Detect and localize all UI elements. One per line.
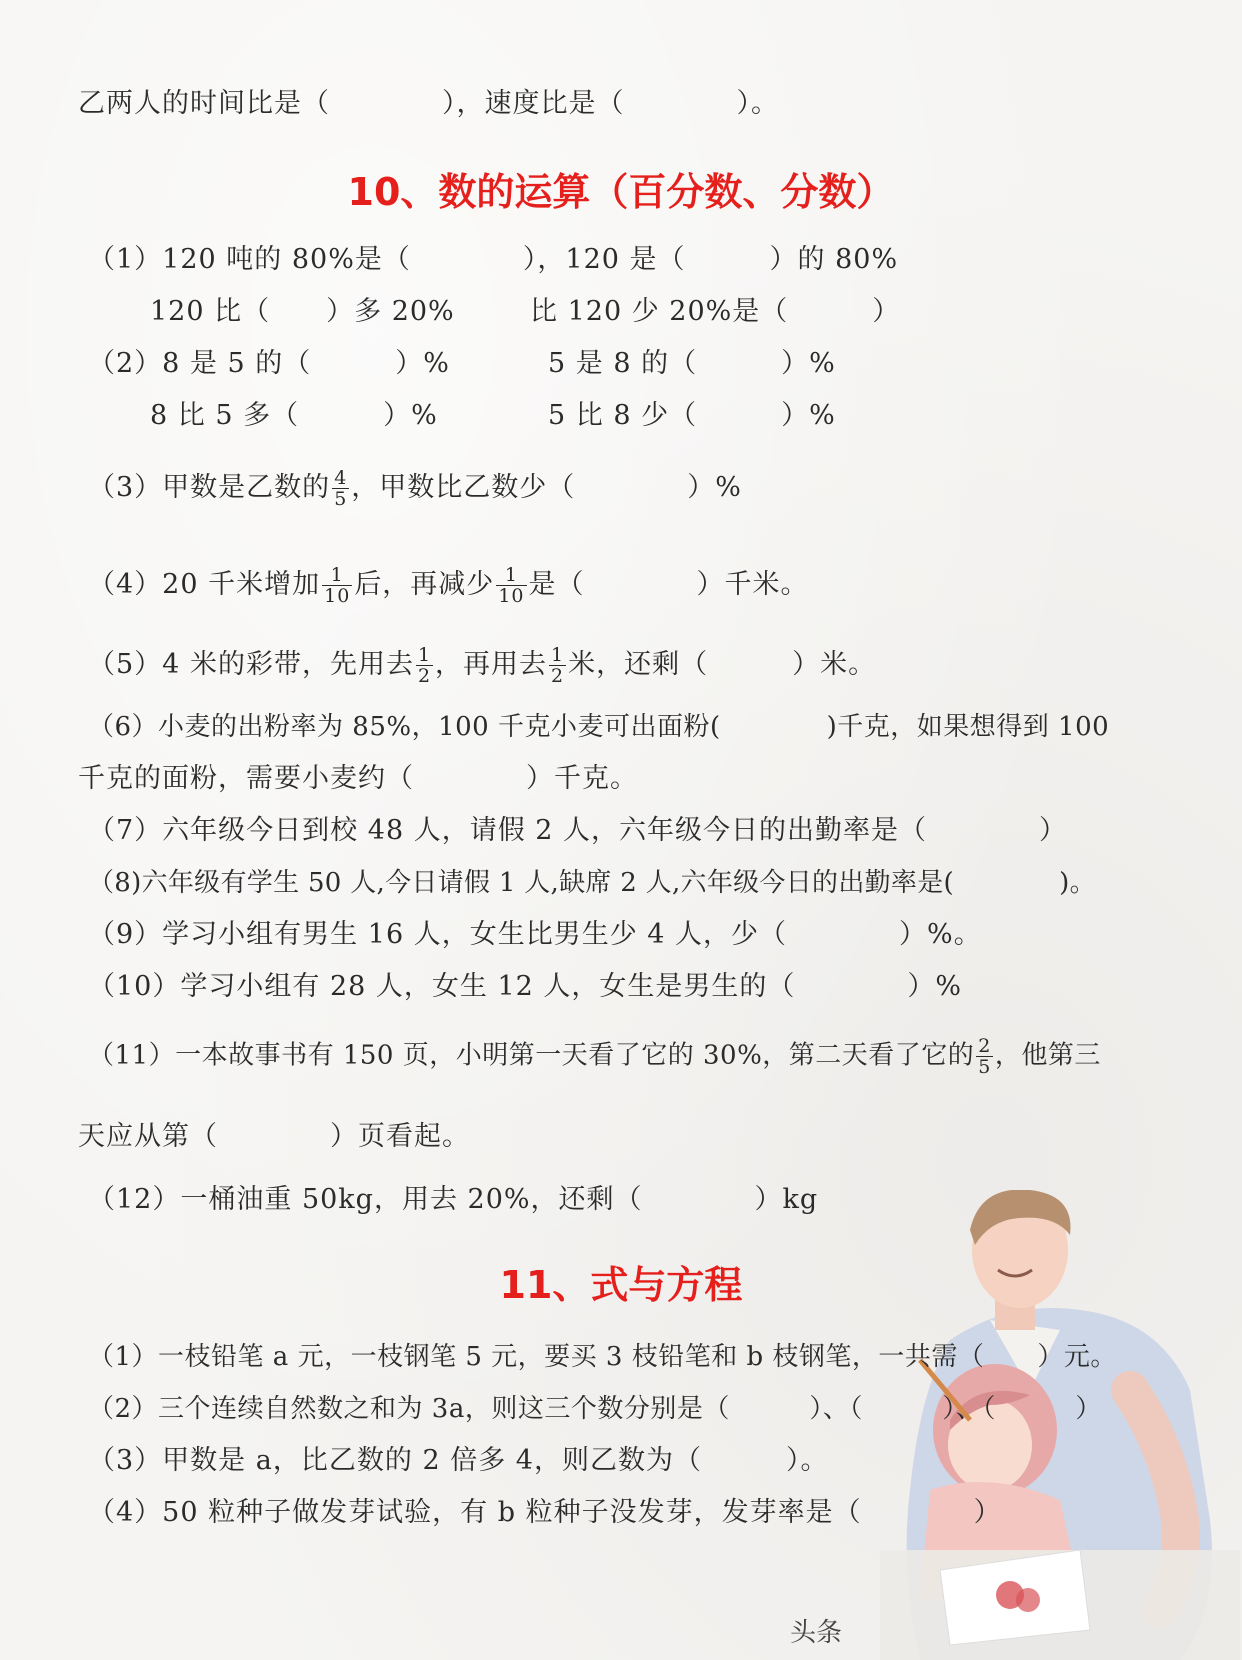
q11-2: （2）三个连续自然数之和为 3a，则这三个数分别是（ ）、（ ）、（ ） bbox=[88, 1394, 1102, 1424]
q10-3 bbox=[88, 468, 742, 509]
q10-11-fraction: $\frac{2}{5}$ bbox=[978, 1035, 991, 1078]
q10-3-fraction: $\frac{4}{5}$ bbox=[334, 467, 348, 510]
section10-title: 10、数的运算（百分数、分数） bbox=[347, 170, 895, 214]
q10-3-post: ，甲数比乙数少（ ）% bbox=[351, 472, 742, 503]
q10-4-fraction-a: $\frac{1}{10}$ bbox=[324, 564, 351, 607]
q10-6a: （6）小麦的出粉率为 85%，100 千克小麦可出面粉( )千克，如果想得到 100 bbox=[88, 712, 1110, 742]
q10-2a-right: 5 是 8 的（ ）% bbox=[548, 348, 836, 379]
watermark-logo: 头条 bbox=[790, 1618, 843, 1648]
q10-2b-right: 5 比 8 少（ ）% bbox=[548, 400, 836, 431]
section11-title: 11、式与方程 bbox=[499, 1263, 743, 1307]
q11-4: （4）50 粒种子做发芽试验，有 b 粒种子没发芽，发芽率是（ ） bbox=[88, 1497, 1002, 1528]
q10-1b-right: 比 120 少 20%是（ ） bbox=[530, 296, 901, 327]
q10-9: （9）学习小组有男生 16 人，女生比男生少 4 人，少（ ）%。 bbox=[88, 919, 982, 950]
q10-5-fraction-b: $\frac{1}{2}$ bbox=[551, 644, 565, 687]
q10-12: （12）一桶油重 50kg，用去 20%，还剩（ ）kg bbox=[88, 1184, 819, 1215]
q11-1: （1）一枝铅笔 a 元，一枝钢笔 5 元，要买 3 枝铅笔和 b 枝钢笔，一共需（ ）元。 bbox=[88, 1342, 1117, 1372]
q10-4: （4）20 千米增加 $\frac{1}{10}$ 后，再减少 $\frac{1}{10}$ 是（ ）千米。 bbox=[88, 564, 809, 607]
q10-5-fraction-a: $\frac{1}{2}$ bbox=[417, 644, 432, 687]
q10-4-fraction-b: $\frac{1}{10}$ bbox=[498, 564, 525, 607]
top-line: 乙两人的时间比是（ ），速度比是（ ）。 bbox=[78, 88, 779, 119]
q10-2b-left: 8 比 5 多（ ）% bbox=[150, 400, 438, 431]
drawing-heart-right bbox=[1016, 1588, 1040, 1612]
q10-11: （11）一本故事书有 150 页，小明第一天看了它的 30%，第二天看了它的 $\frac{2}{5}$ ，他第三 bbox=[88, 1035, 1101, 1078]
q10-7: （7）六年级今日到校 48 人，请假 2 人，六年级今日的出勤率是（ ） bbox=[88, 815, 1068, 846]
q10-2a-left: （2）8 是 5 的（ ）% bbox=[88, 348, 450, 379]
q10-6b: 千克的面粉，需要小麦约（ ）千克。 bbox=[78, 763, 638, 794]
q10-11b: 天应从第（ ）页看起。 bbox=[78, 1121, 470, 1152]
q10-10: （10）学习小组有 28 人，女生 12 人，女生是男生的（ ）% bbox=[88, 971, 963, 1002]
q10-1b-left: 120 比（ ）多 20% bbox=[150, 296, 455, 327]
q10-3-pre: （3）甲数是乙数的 bbox=[88, 472, 331, 503]
q11-3: （3）甲数是 a，比乙数的 2 倍多 4，则乙数为（ ）。 bbox=[88, 1445, 829, 1476]
q10-1a: （1）120 吨的 80%是（ ），120 是（ ）的 80% bbox=[88, 244, 899, 275]
q10-8: （8)六年级有学生 50 人,今日请假 1 人,缺席 2 人,六年级今日的出勤率是( )。 bbox=[88, 868, 1096, 898]
q10-5: （5）4 米的彩带，先用去 $\frac{1}{2}$ ，再用去 $\frac{1}{2}$ 米，还剩（ ）米。 bbox=[88, 644, 877, 687]
